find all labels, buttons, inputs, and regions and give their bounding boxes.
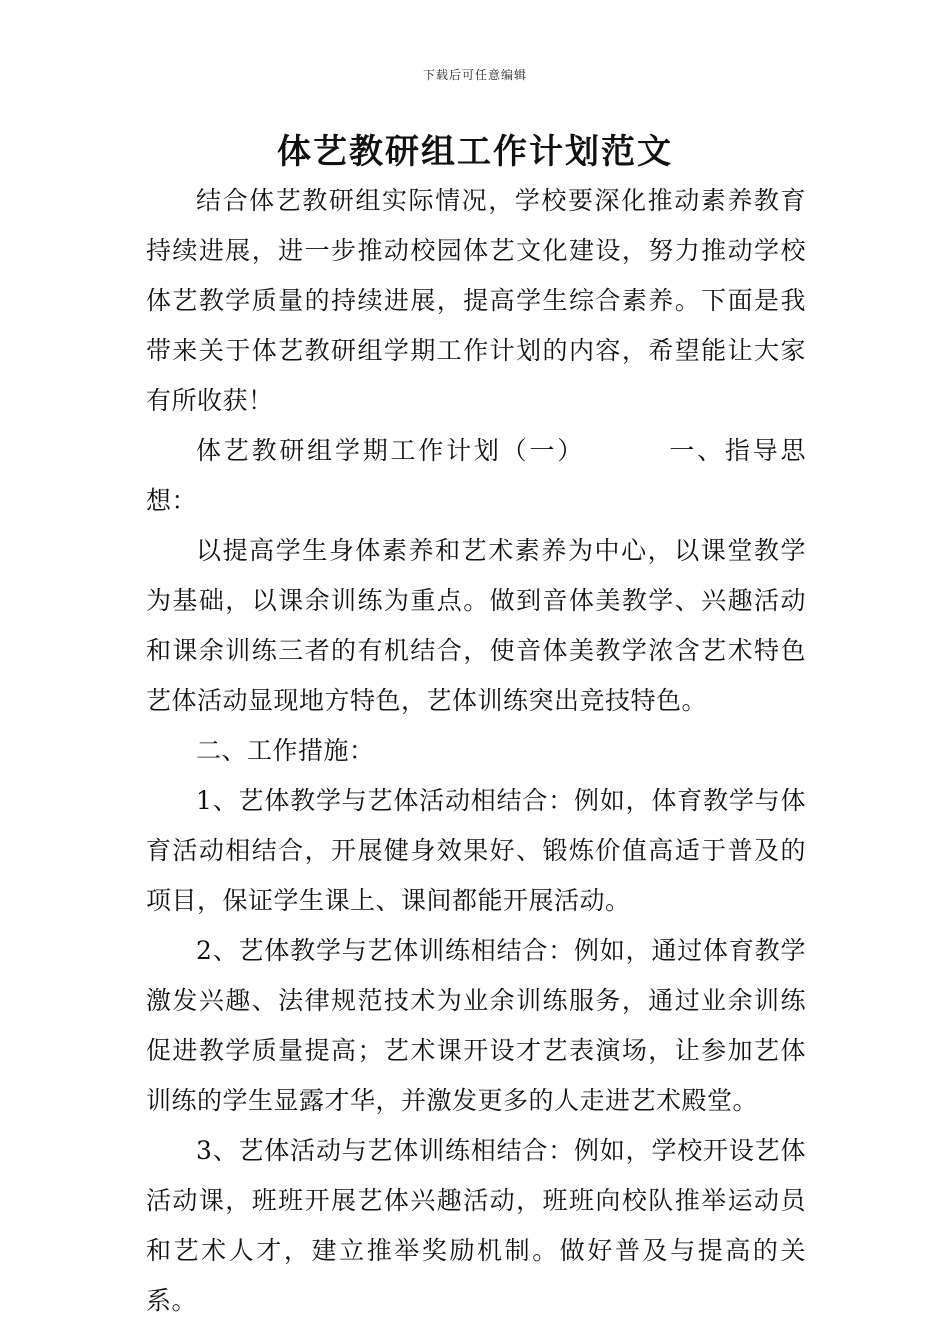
- intro-paragraph: 结合体艺教研组实际情况，学校要深化推动素养教育持续进展，进一步推动校园体艺文化建设，努力推动学校体艺教学质量的持续进展，提高学生综合素养。下面是我带来关于体艺教研组学期工作计划的内容，希望能让大家有所收获！: [146, 186, 806, 415]
- measure-2-paragraph: 2、艺体教学与艺体训练相结合：例如，通过体育教学激发兴趣、法律规范技术为业余训练服务，通过业余训练促进教学质量提高；艺术课开设才艺表演场，让参加艺体训练的学生显露才华，并激发更多的人走进艺术殿堂。: [146, 936, 806, 1115]
- plan-section-title: 体艺教研组学期工作计划（一）: [196, 436, 586, 465]
- header-note: 下载后可任意编辑: [422, 68, 527, 82]
- document-body: [146, 176, 806, 1326]
- measures-heading: 二、工作措施：: [196, 736, 375, 765]
- guiding-paragraph: 以提高学生身体素养和艺术素养为中心，以课堂教学为基础，以课余训练为重点。做到音体美教学、兴趣活动和课余训练三者的有机结合，使音体美教学浓含艺术特色艺体活动显现地方特色，艺体训练突出竞技特色。: [146, 536, 806, 715]
- measure-3-paragraph: 3、艺体活动与艺体训练相结合：例如，学校开设艺体活动课，班班开展艺体兴趣活动，班班向校队推举运动员和艺术人才，建立推举奖励机制。做好普及与提高的关系。: [146, 1136, 806, 1315]
- document-title: 体艺教研组工作计划范文: [277, 132, 673, 172]
- guiding-section-title: 一、指导思想：: [146, 436, 806, 515]
- plan-heading-line: [146, 426, 806, 526]
- measure-1-paragraph: 1、艺体教学与艺体活动相结合：例如，体育教学与体育活动相结合，开展健身效果好、锻炼价值高适于普及的项目，保证学生课上、课间都能开展活动。: [146, 786, 806, 915]
